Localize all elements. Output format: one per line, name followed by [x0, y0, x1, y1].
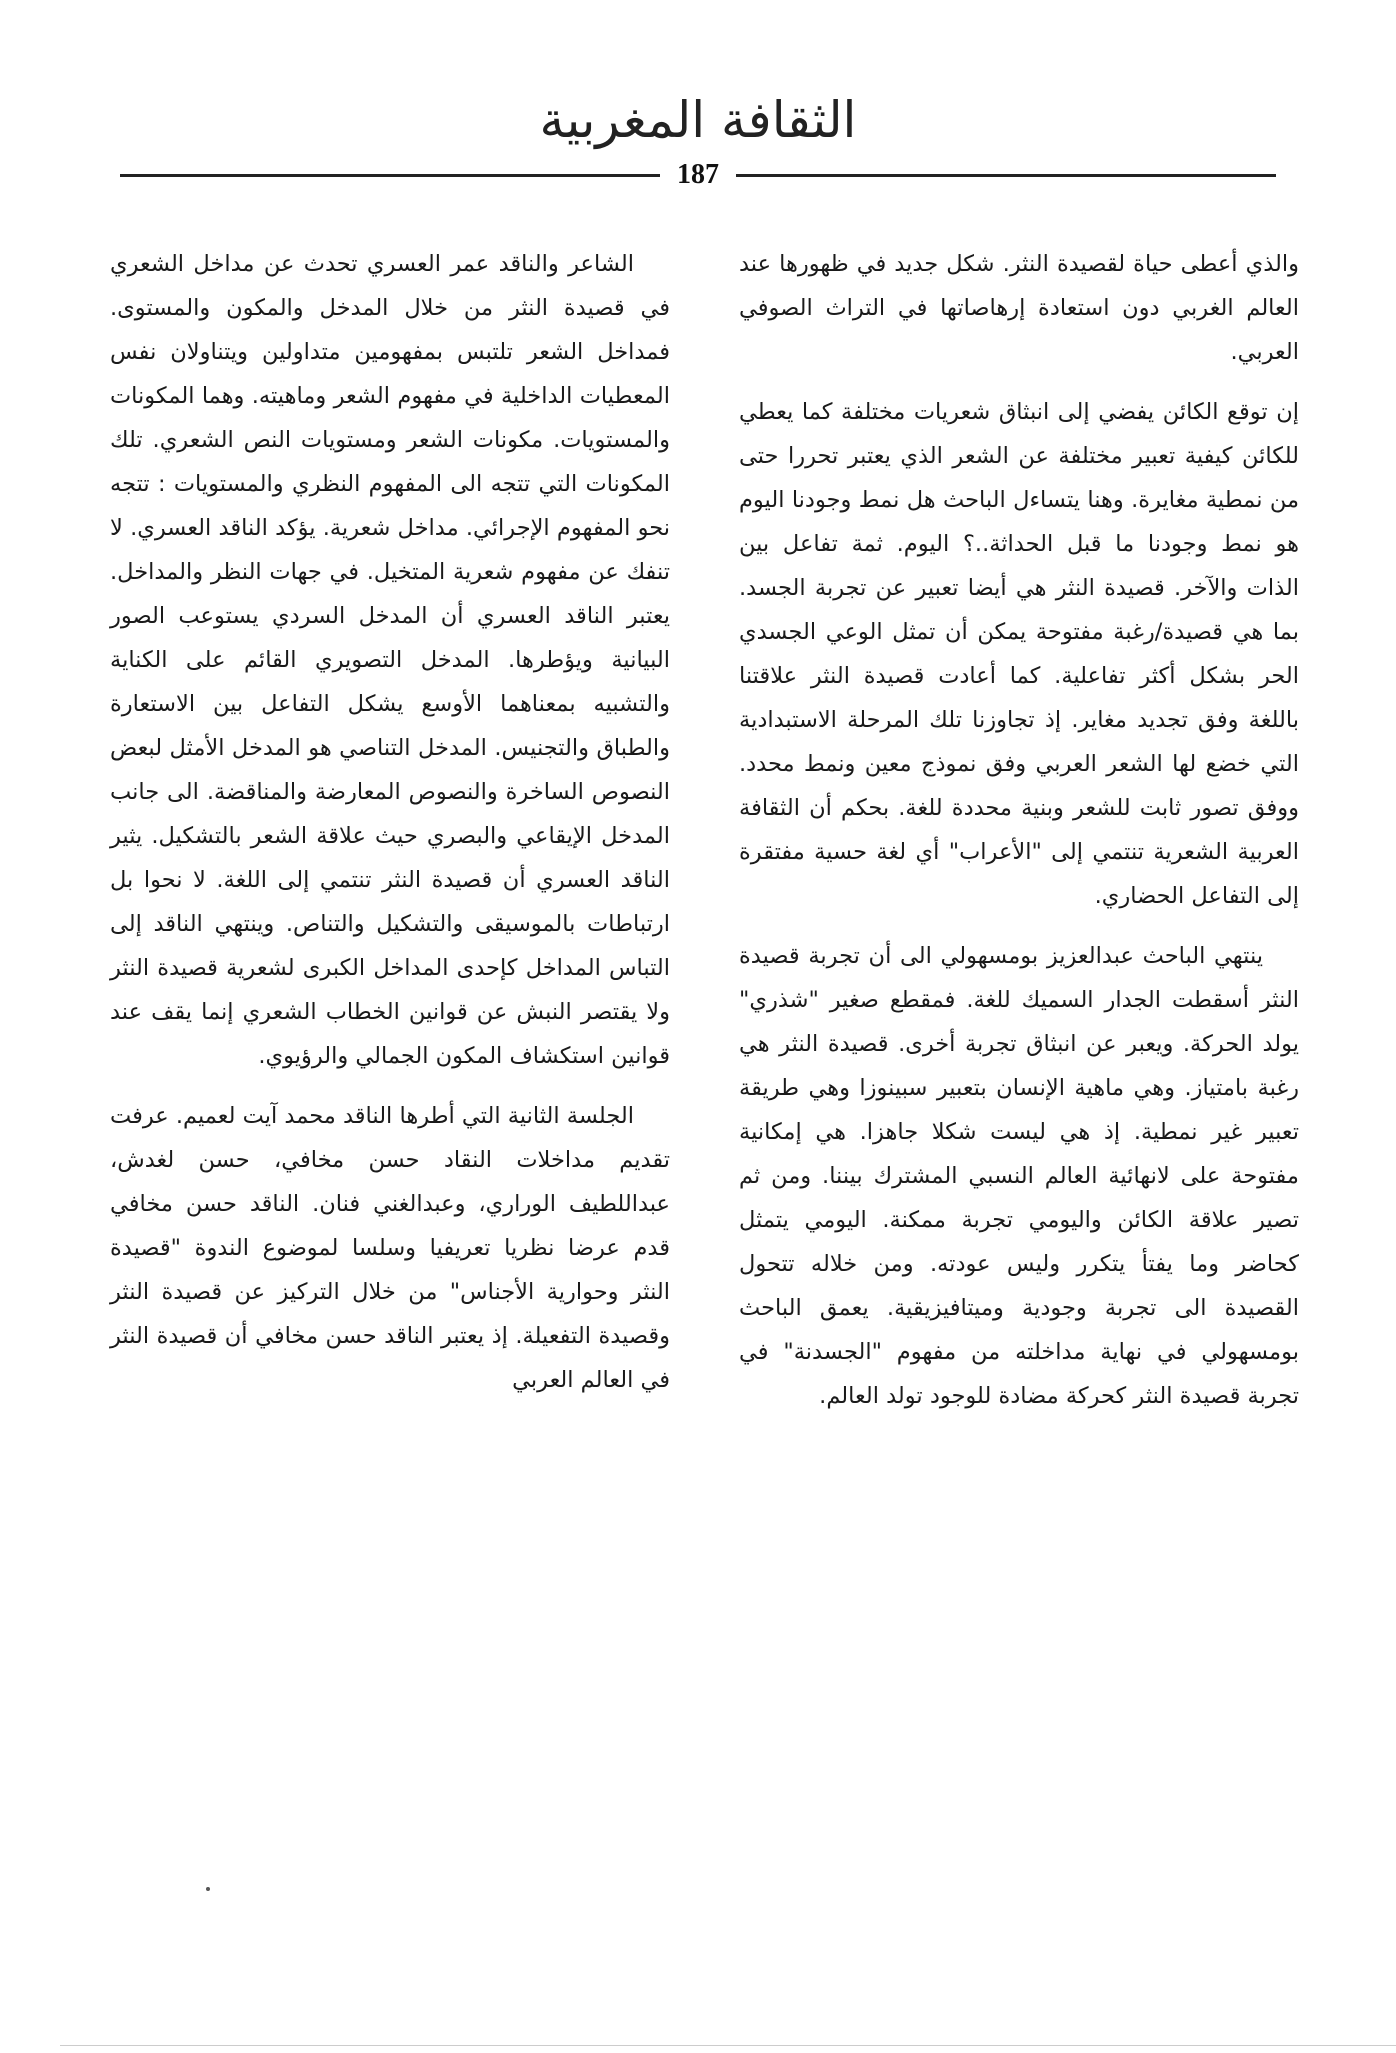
bottom-edge-line	[60, 2045, 1396, 2046]
right-column	[739, 242, 1299, 1434]
stray-dot	[206, 1887, 210, 1891]
paragraph: إن توقع الكائن يفضي إلى انبثاق شعريات مختلفة كما يعطي للكائن كيفية تعبير مختلفة عن الشعر الذي يعتبر تحررا حتى من نمطية مغايرة. وهنا يتساءل الباحث هل نمط وجودنا اليوم هو نمط وجودنا ما قبل الحداثة..؟ اليوم. ثمة تفاعل بين الذات والآخر. قصيدة النثر هي أيضا تعبير عن تجربة الجسد. بما هي قصيدة/رغبة مفتوحة يمكن أن تمثل الوعي الجسدي الحر بشكل أكثر تفاعلية. كما أعادت قصيدة النثر علاقتنا باللغة وفق تجديد مغاير. إذ تجاوزنا تلك المرحلة الاستبدادية التي خضع لها الشعر العربي وفق نموذج معين ونمط محدد. ووفق تصور ثابت للشعر وبنية محددة للغة. بحكم أن الثقافة العربية الشعرية تنتمي إلى "الأعراب" أي لغة حسية مفتقرة إلى التفاعل الحضاري.	[739, 399, 1299, 909]
page-title: الثقافة المغربية	[539, 91, 857, 149]
header-rule-right	[736, 174, 1276, 177]
paragraph: والذي أعطى حياة لقصيدة النثر. شكل جديد في ظهورها عند العالم الغربي دون استعادة إرهاصاتها في التراث الصوفي العربي.	[739, 251, 1299, 365]
page-number: 187	[677, 159, 719, 190]
paragraph: الجلسة الثانية التي أطرها الناقد محمد آيت لعميم. عرفت تقديم مداخلات النقاد حسن مخافي، حسن لغدش، عبداللطيف الوراري، وعبدالغني فنان. الناقد حسن مخافي قدم عرضا نظريا تعريفيا وسلسا لموضوع الندوة "قصيدة النثر وحوارية الأجناس" من خلال التركيز عن قصيدة النثر وقصيدة التفعيلة. إذ يعتبر الناقد حسن مخافي أن قصيدة النثر في العالم العربي	[110, 1103, 670, 1393]
paragraph: ينتهي الباحث عبدالعزيز بومسهولي الى أن تجربة قصيدة النثر أسقطت الجدار السميك للغة. فمقطع صغير "شذري" يولد الحركة. ويعبر عن انبثاق تجربة أخرى. قصيدة النثر هي رغبة بامتياز. وهي ماهية الإنسان بتعبير سبينوزا وهي طريقة تعبير غير نمطية. إذ هي ليست شكلا جاهزا. هي إمكانية مفتوحة على لانهائية العالم النسبي المشترك بيننا. ومن ثم تصير علاقة الكائن واليومي تجربة ممكنة. اليومي يتمثل كحاضر وما يفتأ يتكرر وليس عودته. ومن خلاله تتحول القصيدة الى تجربة وجودية وميتافيزيقية. يعمق الباحث بومسهولي في نهاية مداخلته من مفهوم "الجسدنة" في تجربة قصيدة النثر كحركة مضادة للوجود تولد العالم.	[739, 943, 1299, 1409]
paragraph: الشاعر والناقد عمر العسري تحدث عن مداخل الشعري في قصيدة النثر من خلال المدخل والمكون والمستوى. فمداخل الشعر تلتبس بمفهومين متداولين ويتناولان نفس المعطيات الداخلية في مفهوم الشعر وماهيته. وهما المكونات والمستويات. مكونات الشعر ومستويات النص الشعري. تلك المكونات التي تتجه الى المفهوم النظري والمستويات : تتجه نحو المفهوم الإجرائي. مداخل شعرية. يؤكد الناقد العسري. لا تنفك عن مفهوم شعرية المتخيل. في جهات النظر والمداخل. يعتبر الناقد العسري أن المدخل السردي يستوعب الصور البيانية ويؤطرها. المدخل التصويري القائم على الكناية والتشبيه بمعناهما الأوسع يشكل التفاعل بين الاستعارة والطباق والتجنيس. المدخل التناصي هو المدخل الأمثل لبعض النصوص الساخرة والنصوص المعارضة والمناقضة. الى جانب المدخل الإيقاعي والبصري حيث علاقة الشعر بالتشكيل. يثير الناقد العسري أن قصيدة النثر تنتمي إلى اللغة. لا نحوا بل ارتباطات بالموسيقى والتشكيل والتناص. وينتهي الناقد إلى التباس المداخل كإحدى المداخل الكبرى لشعرية قصيدة النثر ولا يقتصر النبش عن قوانين الخطاب الشعري إنما يقف عند قوانين استكشاف المكون الجمالي والرؤيوي.	[110, 251, 670, 1069]
header-rule-left	[120, 174, 660, 177]
left-column	[110, 242, 670, 1418]
